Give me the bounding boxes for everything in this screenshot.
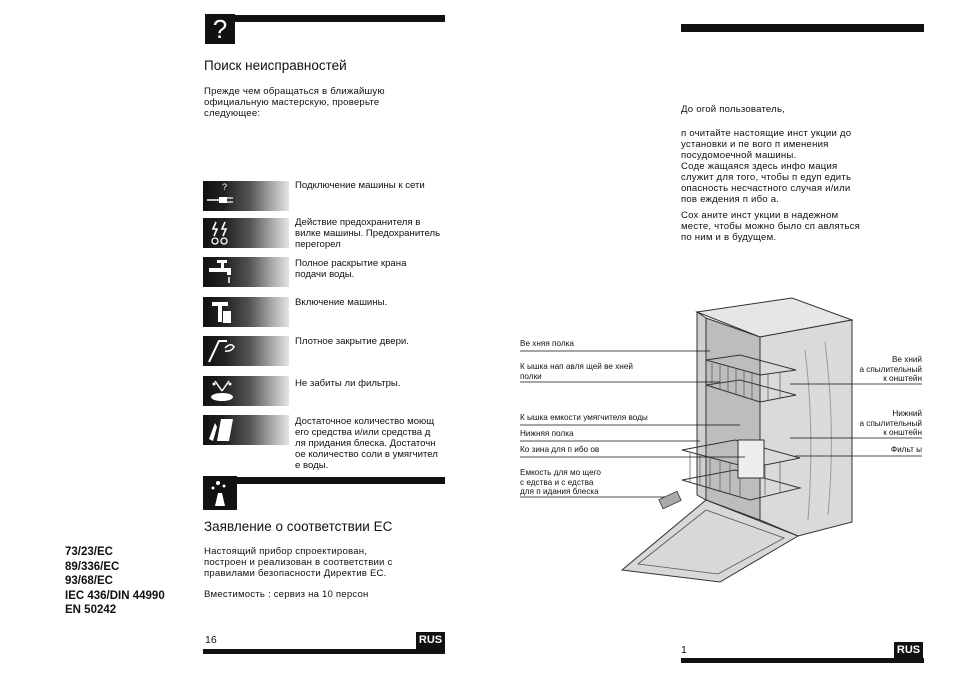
check-text-filter: Не забиты ли фильтры. xyxy=(295,378,401,389)
label-softener-cap: К ышка емкости умягчителя воды xyxy=(520,413,648,422)
svg-text:?: ? xyxy=(222,182,228,192)
check-text-power: Включение машины. xyxy=(295,297,388,308)
footer-rule-right xyxy=(681,658,924,663)
check-text-plug: Подключение машины к сети xyxy=(295,180,425,191)
label-lower-rack: Нижняя полка xyxy=(520,429,574,438)
capacity-text: Вместимость : сервиз на 10 персон xyxy=(204,589,369,600)
page-title: Поиск неисправностей xyxy=(204,58,347,73)
label-filters: Фильт ы xyxy=(890,445,922,454)
label-upper-rack-cover: К ышка нап авля щей ве хней полки xyxy=(520,362,633,381)
label-cutlery-basket: Ко зина для п ибо ов xyxy=(520,445,600,454)
label-detergent-dispenser: Емкость для мо щего с едства и с едства для п идания блеска xyxy=(520,468,601,496)
label-upper-spray-arm: Ве хний а спылительный к онштейн xyxy=(859,355,922,383)
greeting-text: До огой пользователь, xyxy=(681,104,786,115)
page-number-right: 1 xyxy=(681,644,687,656)
page-number-left: 16 xyxy=(205,634,217,646)
language-badge-right: RUS xyxy=(894,642,923,659)
question-icon: ? xyxy=(205,14,235,44)
storage-paragraph: Сох аните инст укции в надежном месте, чтобы можно было сп авляться по ним и в будущем. xyxy=(681,210,861,243)
declaration-text: Настоящий прибор спроектирован, построен и реализован в соответствии с правилами безопасности Директив ЕС. xyxy=(204,546,393,579)
label-lower-spray-arm: Нижний а спылительный к онштейн xyxy=(859,409,922,437)
check-text-fuse: Действие предохранителя в вилке машины. Предохранитель перегорел xyxy=(295,217,441,250)
check-text-door: Плотное закрытие двери. xyxy=(295,336,409,347)
intro-paragraph: п очитайте настоящие инст укции до установки и пе вого п именения посудомоечной машины. Соде жащаяся здесь инфо мация служит для того, чтобы п едуп едить опасность несчастного случая и/или пов еждения п ибо а. xyxy=(681,128,852,205)
check-text-tap: Полное раскрытие крана подачи воды. xyxy=(295,258,407,280)
directives-list: 73/23/EC 89/336/EC 93/68/EC IEC 436/DIN 44990 EN 50242 xyxy=(65,546,165,616)
label-upper-rack: Ве хняя полка xyxy=(520,339,574,348)
declaration-title: Заявление о соответствии ЕС xyxy=(204,519,393,534)
language-badge-left: RUS xyxy=(416,632,445,649)
intro-text: Прежде чем обращаться в ближайшую официальную мастерскую, проверьте следующее: xyxy=(204,86,385,119)
check-text-detergent: Достаточное количество моющ его средства и/или средства д ля придания блеска. Достаточн ое количество соли в умягчител е воды. xyxy=(295,416,438,471)
